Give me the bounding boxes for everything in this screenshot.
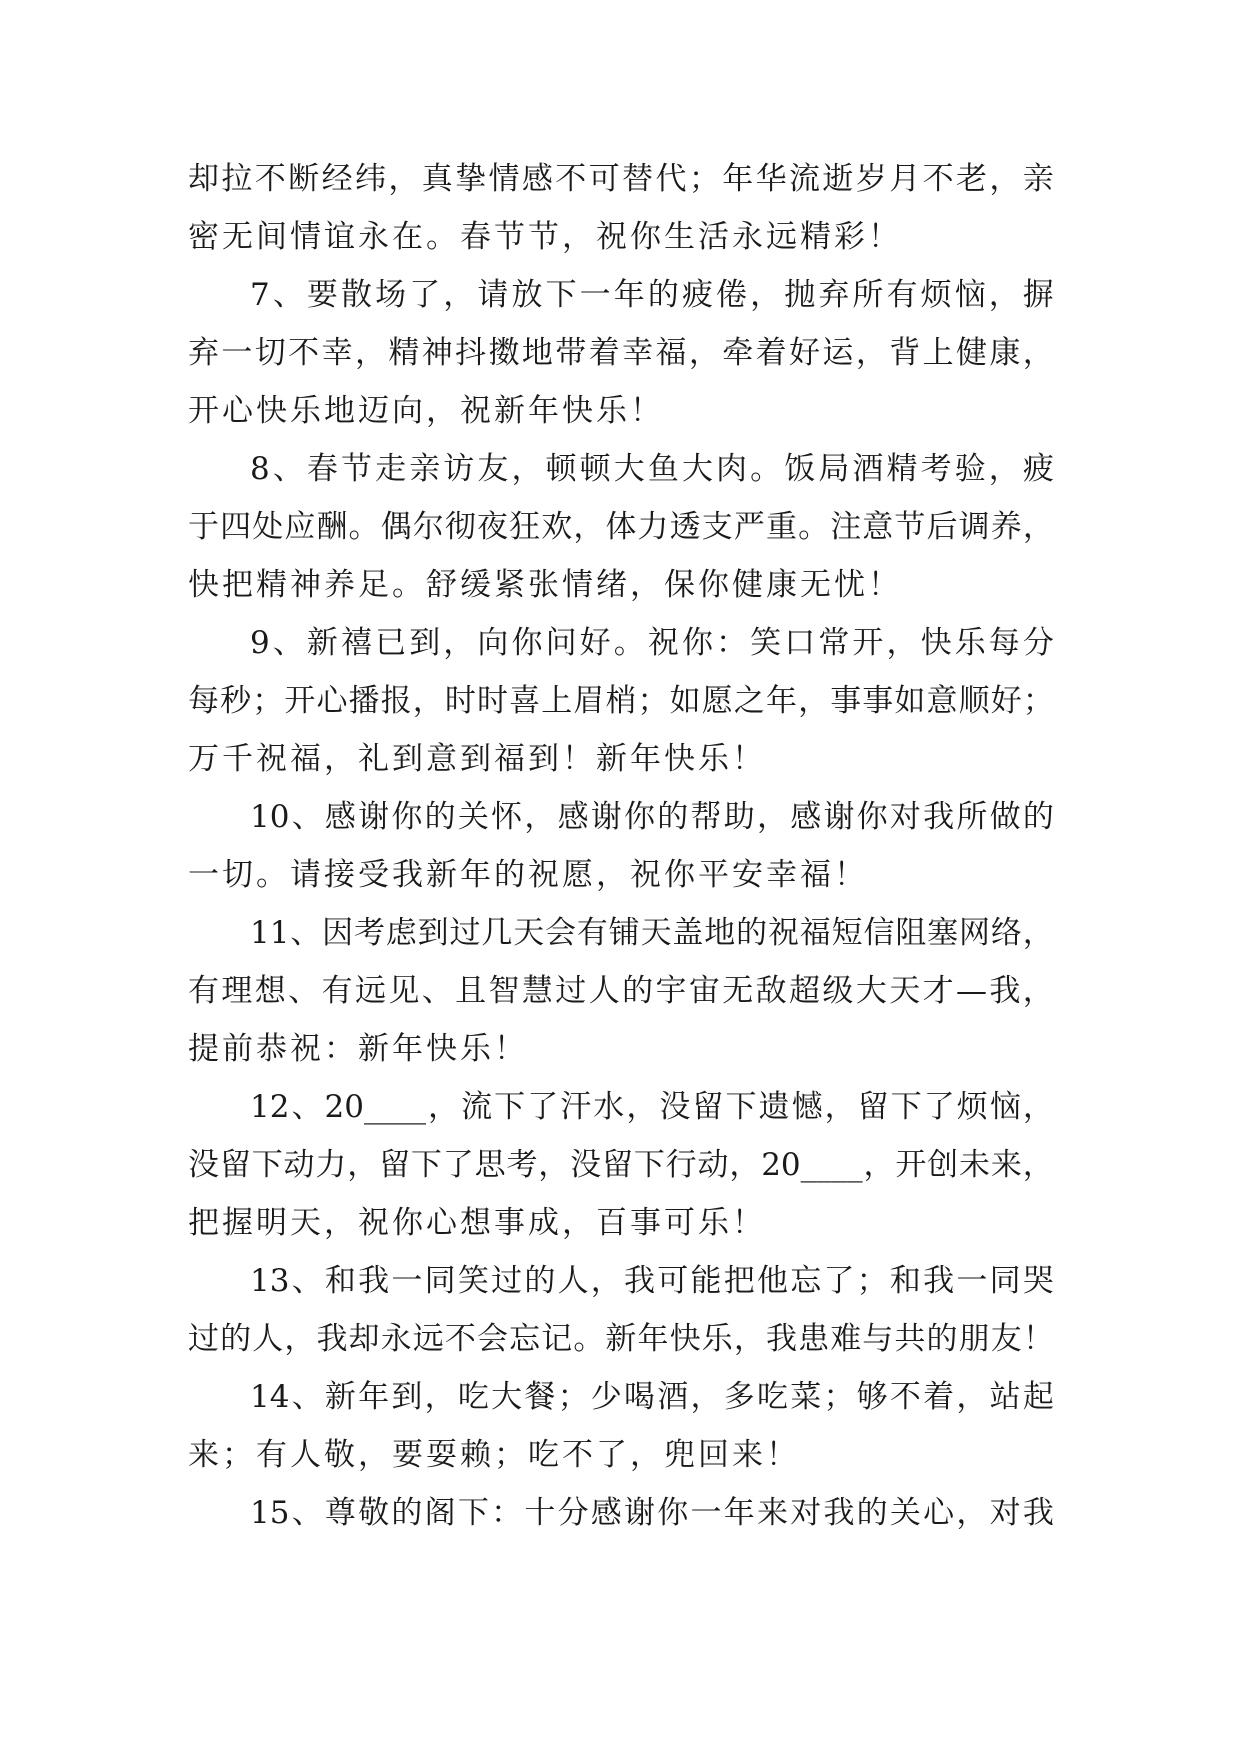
text-line: 13 、 和 我 一 同 笑 过 的 人 ， 我 可 能 把 他 忘 了 ； 和 我 一 同 哭 [250,1263,1054,1299]
text-line [188,208,1054,266]
text-line: 每 秒 ； 开 心 播 报 ， 时 时 喜 上 眉 梢 ； 如 愿 之 年 ， 事 事 如 意 顺 好 ； [188,683,1054,719]
text-line: 没 留 下 动 力 ， 留 下 了 思 考 ， 没 留 下 行 动 ， 20____ ， 开 创 未 来 ， [188,1147,1054,1183]
text-line: 9 、 新 禧 已 到 ， 向 你 问 好 。 祝 你 ： 笑 口 常 开 ， 快 乐 每 分 [250,625,1054,661]
text-line: 14 、 新 年 到 ， 吃 大 餐 ； 少 喝 酒 ， 多 吃 菜 ； 够 不 着 ， 站 起 [250,1379,1054,1415]
text-line: 7 、 要 散 场 了 ， 请 放 下 一 年 的 疲 倦 ， 抛 弃 所 有 烦 恼 ， 摒 [250,277,1054,313]
text-line [188,1194,1054,1252]
text-line: 却 拉 不 断 经 纬 ， 真 挚 情 感 不 可 替 代 ； 年 华 流 逝 岁 月 不 老 ， 亲 [188,161,1054,197]
text-line: 11 、 因 考 虑 到 过 几 天 会 有 铺 天 盖 地 的 祝 福 短 信 阻 塞 网 络 ， [250,915,1054,951]
text-line: 15 、 尊 敬 的 阁 下 ： 十 分 感 谢 你 一 年 来 对 我 的 关 心 ， 对 我 [250,1495,1054,1531]
text-line-content: 快把精神养足。舒缓紧张情绪，保你健康无忧！ [188,567,902,603]
text-line: 12 、 20____ ， 流 下 了 汗 水 ， 没 留 下 遗 憾 ， 留 下 了 烦 恼 ， [250,1089,1054,1125]
text-line [188,846,1054,904]
text-line: 过 的 人 ， 我 却 永 远 不 会 忘 记 。 新 年 快 乐 ， 我 患 难 与 共 的 朋 友 ！ [188,1321,1054,1357]
text-line-content: 开心快乐地迈向，祝新年快乐！ [188,393,664,429]
text-line-content: 密无间情谊永在。春节节，祝你生活永远精彩！ [188,219,902,255]
text-line-content: 万千祝福，礼到意到福到！新年快乐！ [188,741,766,777]
text-line-content: 来；有人敬，要耍赖；吃不了，兜回来！ [188,1437,800,1473]
text-line [188,730,1054,788]
text-line: 有 理 想 、 有 远 见 、 且 智 慧 过 人 的 宇 宙 无 敌 超 级 大 天 才 — 我 ， [188,973,1054,1009]
text-line: 于 四 处 应 酬 。 偶 尔 彻 夜 狂 欢 ， 体 力 透 支 严 重 。 注 意 节 后 调 养 ， [188,509,1054,545]
text-line-content: 把握明天，祝你心想事成，百事可乐！ [188,1205,766,1241]
text-line: 10 、 感 谢 你 的 关 怀 ， 感 谢 你 的 帮 助 ， 感 谢 你 对 我 所 做 的 [250,799,1054,835]
text-line: 8 、 春 节 走 亲 访 友 ， 顿 顿 大 鱼 大 肉 。 饭 局 酒 精 考 验 ， 疲 [250,451,1054,487]
text-line [188,1020,1054,1078]
document-body [188,150,1054,1542]
text-line [188,1426,1054,1484]
text-line [188,556,1054,614]
text-line: 弃 一 切 不 幸 ， 精 神 抖 擞 地 带 着 幸 福 ， 牵 着 好 运 ， 背 上 健 康 ， [188,335,1054,371]
text-line-content: 一切。请接受我新年的祝愿，祝你平安幸福！ [188,857,868,893]
text-line [188,382,1054,440]
text-line-content: 提前恭祝：新年快乐！ [188,1031,528,1067]
